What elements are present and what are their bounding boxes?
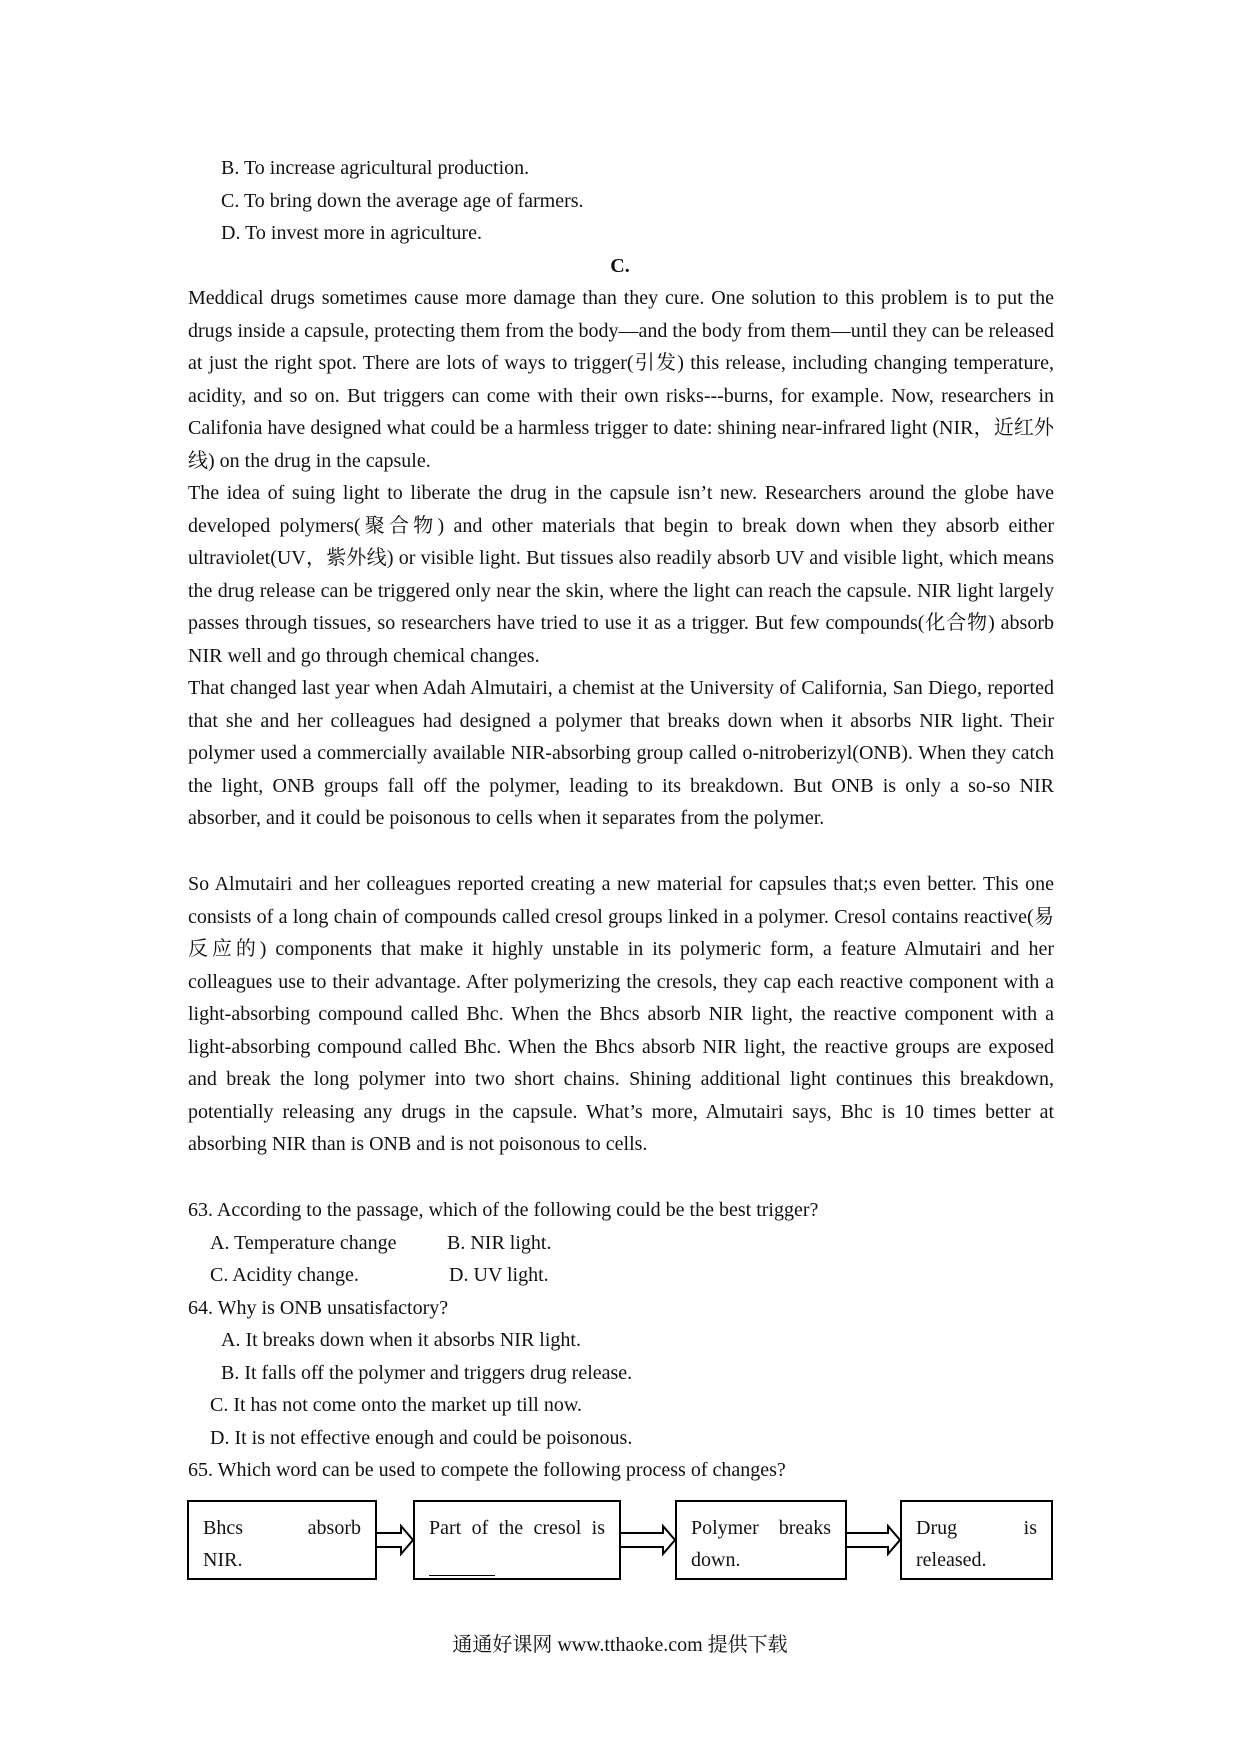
flow-box-1-line-1: Bhcs absorb [203,1517,361,1539]
flow-box-bhcs-absorb [187,1500,377,1580]
flow-box-4-line-1: Drug is [916,1517,1037,1539]
answer-blank[interactable] [429,1553,495,1576]
question-63-option-c: C. Acidity change. [210,1264,359,1286]
question-63-option-b: B. NIR light. [447,1232,552,1254]
question-63-stem: 63. According to the passage, which of the following could be the best trigger? [188,1199,819,1221]
question-64-option-b: B. It falls off the polymer and triggers drug release. [221,1362,633,1384]
question-64-option-d: D. It is not effective enough and could be poisonous. [210,1427,633,1449]
passage-paragraph-4: So Almutairi and her colleagues reported creating a new material for capsules that;s even better. This one consists of a long chain of compounds called cresol groups linked in a polymer. Cresol contains reactive(易反应的) components that make it highly unstable in its polymeric form, a feature Almutairi and her colleagues use to their advantage. After polymerizing the cresols, they cap each reactive component with a light-absorbing compound called Bhc. When the Bhcs absorb NIR light, the reactive component with a light-absorbing compound called Bhc. When the Bhcs absorb NIR light, the reactive groups are exposed and break the long polymer into two short chains. Shining additional light continues this breakdown, potentially releasing any drugs in the capsule. What’s more, Almutairi says, Bhc is 10 times better at absorbing NIR than is ONB and is not poisonous to cells. [188,873,1054,1155]
passage-paragraph-2: The idea of suing light to liberate the drug in the capsule isn’t new. Researchers around the globe have developed polymers(聚合物) and other materials that begin to break down when they absorb either ultraviolet(UV，紫外线) or visible light. But tissues also readily absorb UV and visible light, which means the drug release can be triggered only near the skin, where the light can reach the capsule. NIR light largely passes through tissues, so researchers have tried to use it as a trigger. But few compounds(化合物) absorb NIR well and go through chemical changes. [188,482,1054,667]
flow-arrow-1-icon [377,1524,414,1556]
prev-option-b: B. To increase agricultural production. [221,157,530,179]
page-footer: 通通好课网 www.tthaoke.com 提供下载 [452,1634,788,1656]
flow-arrow-3-icon [847,1524,901,1556]
flow-box-4-line-2: released. [916,1549,987,1571]
flow-box-cresol [413,1500,621,1580]
question-64-option-a: A. It breaks down when it absorbs NIR light. [221,1329,581,1351]
question-64-option-c: C. It has not come onto the market up till now. [210,1394,582,1416]
flow-arrow-2-icon [621,1524,676,1556]
section-title: C. [610,255,630,277]
passage-paragraph-3: That changed last year when Adah Almutairi, a chemist at the University of California, San Diego, reported that she and her colleagues had designed a polymer that breaks down when it absorbs NIR light. Their polymer used a commercially available NIR-absorbing group called o-nitroberizyl(ONB). When they catch the light, ONB groups fall off the polymer, leading to its breakdown. But ONB is only a so-so NIR absorber, and it could be poisonous to cells when it separates from the polymer. [188,677,1054,829]
flow-box-drug-released [900,1500,1053,1580]
passage-paragraph-1: Meddical drugs sometimes cause more damage than they cure. One solution to this problem is to put the drugs inside a capsule, protecting them from the body—and the body from them—until they can be released at just the right spot. There are lots of ways to trigger(引发) this release, including changing temperature, acidity, and so on. But triggers can come with their own risks---burns, for example. Now, researchers in Califonia have designed what could be a harmless trigger to date: shining near-infrared light (NIR，近红外线) on the drug in the capsule. [188,287,1054,472]
question-64-stem: 64. Why is ONB unsatisfactory? [188,1297,449,1319]
question-65-stem: 65. Which word can be used to compete the following process of changes? [188,1459,786,1481]
question-63-option-d: D. UV light. [449,1264,549,1286]
prev-option-d: D. To invest more in agriculture. [221,222,482,244]
flow-box-2-line-1: Part of the cresol is [429,1517,605,1539]
flow-box-1-line-2: NIR. [203,1549,243,1571]
question-63-option-a: A. Temperature change [210,1232,397,1254]
prev-option-c: C. To bring down the average age of farmers. [221,190,584,212]
flow-box-polymer-breaks [675,1500,847,1580]
flow-box-3-line-1: Polymer breaks [691,1517,831,1539]
flow-box-3-line-2: down. [691,1549,741,1571]
